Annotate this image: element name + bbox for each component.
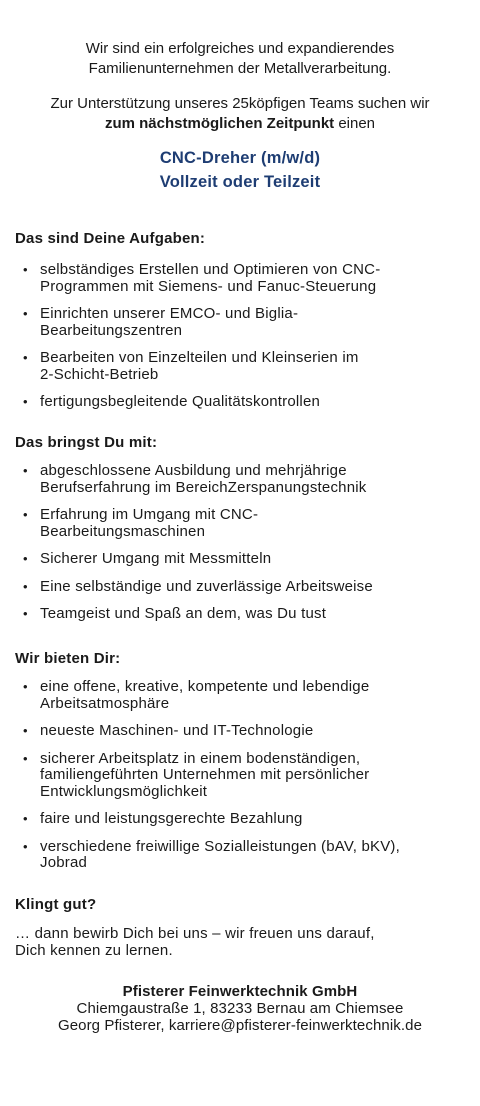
requirements-item-line: Eine selbständige und zuverlässige Arbeitsweise <box>40 577 373 595</box>
offer-item-line: eine offene, kreative, kompetente und lebendige <box>40 678 370 695</box>
tasks-item-line: selbständiges Erstellen und Optimieren von CNC- <box>40 261 381 278</box>
bullet-icon: • <box>23 394 28 409</box>
bullet-icon: • <box>23 507 28 522</box>
requirements-heading: Das bringst Du mit: <box>15 434 158 451</box>
requirements-item-line: abgeschlossene Ausbildung und mehrjährige <box>40 462 347 479</box>
offer-item-line: Jobrad <box>40 854 88 871</box>
bullet-icon: • <box>23 750 28 766</box>
job-type: Vollzeit oder Teilzeit <box>159 173 321 191</box>
requirements-item-line: Berufserfahrung im BereichZerspanungstechnik <box>40 478 367 496</box>
tasks-item-line: Programmen mit Siemens- und Fanuc-Steuerung <box>40 277 377 295</box>
offer-item-line: neueste Maschinen- und IT-Technologie <box>40 722 314 739</box>
bullet-icon: • <box>23 811 28 826</box>
company-name: Pfisterer Feinwerktechnik GmbH <box>122 983 358 1000</box>
offer-item-line: verschiedene freiwillige Sozialleistungen (bAV, bKV), <box>40 837 400 855</box>
offer-item <box>0 839 480 872</box>
requirements-item <box>0 551 480 568</box>
tasks-item-line: Bearbeitungszentren <box>40 321 183 339</box>
requirements-item <box>0 579 480 596</box>
bullet-icon: • <box>23 578 28 594</box>
bullet-icon: • <box>23 551 28 566</box>
offer-list <box>0 679 480 883</box>
bullet-icon: • <box>23 306 28 321</box>
bullet-icon: • <box>23 262 28 277</box>
closing-line-2: Dich kennen zu lernen. <box>15 941 173 959</box>
closing-line-1: … dann bewirb Dich bei uns – wir freuen uns darauf, <box>15 925 375 942</box>
company-address: Chiemgaustraße 1, 83233 Bernau am Chiemsee <box>76 1000 404 1017</box>
bullet-icon: • <box>23 679 28 694</box>
tasks-item-line: Bearbeiten von Einzelteilen und Kleinserien im <box>40 349 359 366</box>
requirements-item-line: Erfahrung im Umgang mit CNC- <box>40 506 259 523</box>
requirements-item-line: Bearbeitungsmaschinen <box>40 522 206 540</box>
start-date-emphasis: zum nächstmöglichen Zeitpunkt <box>104 115 335 132</box>
offer-item-line: Entwicklungsmöglichkeit <box>40 782 208 800</box>
offer-item-line: Arbeitsatmosphäre <box>40 694 170 712</box>
tasks-item <box>0 262 480 295</box>
tasks-item <box>0 306 480 339</box>
bullet-icon: • <box>23 606 28 621</box>
bullet-icon: • <box>23 463 28 478</box>
closing-heading: Klingt gut? <box>15 896 97 913</box>
company-contact: Georg Pfisterer, karriere@pfisterer-feinwerktechnik.de <box>57 1017 423 1034</box>
offer-item <box>0 811 480 828</box>
offer-item-line: sicherer Arbeitsplatz in einem bodenständigen, <box>40 749 361 767</box>
requirements-list <box>0 463 480 634</box>
tasks-item <box>0 350 480 383</box>
offer-item <box>0 679 480 712</box>
bullet-icon: • <box>23 350 28 365</box>
requirements-item <box>0 606 480 623</box>
intro-line-2: Familienunternehmen der Metallverarbeitung. <box>88 60 392 77</box>
tasks-heading: Das sind Deine Aufgaben: <box>15 230 206 247</box>
offer-heading: Wir bieten Dir: <box>15 650 121 667</box>
offer-item <box>0 751 480 801</box>
requirements-item <box>0 463 480 496</box>
offer-item <box>0 723 480 740</box>
intro-team-text <box>20 94 460 134</box>
closing-text <box>15 926 465 959</box>
tasks-list <box>0 262 480 422</box>
intro-text <box>20 39 460 79</box>
tasks-item-line: 2-Schicht-Betrieb <box>40 365 159 383</box>
tasks-item <box>0 394 480 411</box>
intro-line-1: Wir sind ein erfolgreiches und expandierendes <box>85 40 395 57</box>
requirements-item-line: Sicherer Umgang mit Messmitteln <box>40 550 272 567</box>
offer-item-line: familiengeführten Unternehmen mit persönlicher <box>40 766 370 783</box>
intro-line-4-rest: einen <box>334 115 376 132</box>
job-title: CNC-Dreher (m/w/d) <box>159 149 321 167</box>
requirements-item <box>0 507 480 540</box>
tasks-item-line: Einrichten unserer EMCO- und Biglia- <box>40 305 299 322</box>
bullet-icon: • <box>23 723 28 738</box>
requirements-item-line: Teamgeist und Spaß an dem, was Du tust <box>40 605 327 622</box>
intro-line-3: Zur Unterstützung unseres 25köpfigen Teams suchen wir <box>50 95 430 112</box>
tasks-item-line: fertigungsbegleitende Qualitätskontrollen <box>40 393 321 410</box>
offer-item-line: faire und leistungsgerechte Bezahlung <box>40 810 303 827</box>
bullet-icon: • <box>23 838 28 854</box>
